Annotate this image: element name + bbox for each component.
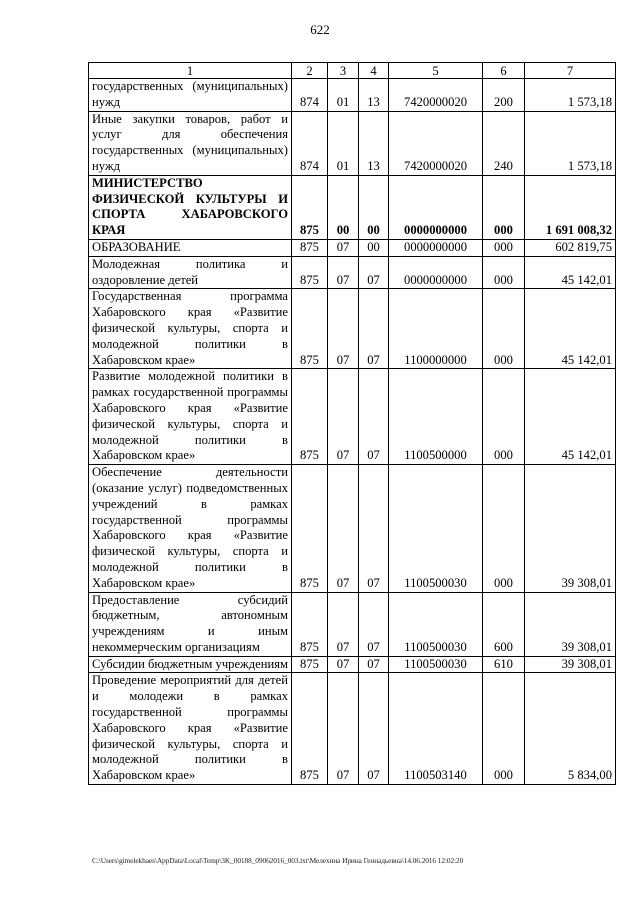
ved-code-cell: 874 (292, 111, 328, 175)
target-article-code-cell: 1100500030 (389, 592, 483, 656)
row-name-cell: Субсидии бюджетным учреждениям (89, 656, 292, 673)
expense-type-code-cell: 000 (483, 465, 525, 592)
table-row (89, 111, 616, 175)
ved-code-cell: 875 (292, 656, 328, 673)
row-name-cell: Молодежная политика и оздоровление детей (89, 256, 292, 289)
amount-cell: 1 691 008,32 (525, 175, 616, 239)
row-name-cell: Государственная программа Хабаровского края «Развитие физической культуры, спорта и молодежной политики в Хабаровском крае» (89, 289, 292, 369)
table-row (89, 673, 616, 785)
section-code-cell: 07 (328, 289, 359, 369)
table-row (89, 369, 616, 465)
file-path-footer: C:\Users\gimelekhaes\AppData\Local\Temp\3K_00188_09062016_003.txt\Мелехина Ирина Геннадьевна\14.06.2016 12:02:20 (92, 856, 464, 865)
amount-cell: 5 834,00 (525, 673, 616, 785)
row-name-cell: Проведение мероприятий для детей и молодежи в рамках государственной программы Хабаровского края «Развитие физической культуры, спорта и молодежной политики в Хабаровском крае» (89, 673, 292, 785)
table-row (89, 79, 616, 112)
amount-cell: 45 142,01 (525, 256, 616, 289)
column-header: 1 (89, 63, 292, 79)
target-article-code-cell: 0000000000 (389, 175, 483, 239)
section-code-cell: 07 (328, 465, 359, 592)
expense-type-code-cell: 200 (483, 79, 525, 112)
table-row (89, 656, 616, 673)
column-header: 7 (525, 63, 616, 79)
budget-table (88, 62, 616, 785)
subsection-code-cell: 07 (359, 592, 389, 656)
table-row (89, 289, 616, 369)
expense-type-code-cell: 000 (483, 673, 525, 785)
ved-code-cell: 874 (292, 79, 328, 112)
amount-cell: 45 142,01 (525, 289, 616, 369)
table-row (89, 256, 616, 289)
section-code-cell: 07 (328, 673, 359, 785)
section-code-cell: 00 (328, 175, 359, 239)
subsection-code-cell: 13 (359, 79, 389, 112)
target-article-code-cell: 1100500030 (389, 465, 483, 592)
table-row (89, 175, 616, 239)
ved-code-cell: 875 (292, 239, 328, 256)
table-row (89, 465, 616, 592)
expense-type-code-cell: 000 (483, 239, 525, 256)
subsection-code-cell: 13 (359, 111, 389, 175)
column-header: 2 (292, 63, 328, 79)
section-code-cell: 01 (328, 79, 359, 112)
row-name-cell: Развитие молодежной политики в рамках государственной программы Хабаровского края «Развитие физической культуры, спорта и молодежной политики в Хабаровском крае» (89, 369, 292, 465)
target-article-code-cell: 1100500030 (389, 656, 483, 673)
amount-cell: 39 308,01 (525, 592, 616, 656)
expense-type-code-cell: 610 (483, 656, 525, 673)
subsection-code-cell: 07 (359, 369, 389, 465)
table-row (89, 239, 616, 256)
ved-code-cell: 875 (292, 289, 328, 369)
expense-type-code-cell: 000 (483, 256, 525, 289)
amount-cell: 39 308,01 (525, 656, 616, 673)
subsection-code-cell: 07 (359, 465, 389, 592)
column-header: 6 (483, 63, 525, 79)
section-code-cell: 01 (328, 111, 359, 175)
amount-cell: 45 142,01 (525, 369, 616, 465)
section-code-cell: 07 (328, 256, 359, 289)
expense-type-code-cell: 000 (483, 289, 525, 369)
row-name-cell: Предоставление субсидий бюджетным, автономным учреждениям и иным некоммерческим организациям (89, 592, 292, 656)
target-article-code-cell: 1100503140 (389, 673, 483, 785)
column-header: 4 (359, 63, 389, 79)
expense-type-code-cell: 000 (483, 175, 525, 239)
section-code-cell: 07 (328, 592, 359, 656)
page-number: 622 (310, 22, 330, 37)
row-name-cell: Обеспечение деятельности (оказание услуг) подведомственных учреждений в рамках государственной программы Хабаровского края «Развитие физической культуры, спорта и молодежной политики в Хабаровском крае» (89, 465, 292, 592)
section-code-cell: 07 (328, 239, 359, 256)
column-header: 5 (389, 63, 483, 79)
table-row (89, 592, 616, 656)
column-header: 3 (328, 63, 359, 79)
target-article-code-cell: 0000000000 (389, 256, 483, 289)
target-article-code-cell: 1100000000 (389, 289, 483, 369)
row-name-cell: МИНИСТЕРСТВО ФИЗИЧЕСКОЙ КУЛЬТУРЫ И СПОРТА ХАБАРОВСКОГО КРАЯ (89, 175, 292, 239)
amount-cell: 39 308,01 (525, 465, 616, 592)
target-article-code-cell: 1100500000 (389, 369, 483, 465)
ved-code-cell: 875 (292, 256, 328, 289)
subsection-code-cell: 07 (359, 289, 389, 369)
target-article-code-cell: 7420000020 (389, 111, 483, 175)
ved-code-cell: 875 (292, 673, 328, 785)
subsection-code-cell: 00 (359, 175, 389, 239)
ved-code-cell: 875 (292, 369, 328, 465)
target-article-code-cell: 0000000000 (389, 239, 483, 256)
target-article-code-cell: 7420000020 (389, 79, 483, 112)
amount-cell: 602 819,75 (525, 239, 616, 256)
row-name-cell: ОБРАЗОВАНИЕ (89, 239, 292, 256)
expense-type-code-cell: 000 (483, 369, 525, 465)
subsection-code-cell: 00 (359, 239, 389, 256)
amount-cell: 1 573,18 (525, 79, 616, 112)
section-code-cell: 07 (328, 369, 359, 465)
expense-type-code-cell: 600 (483, 592, 525, 656)
ved-code-cell: 875 (292, 592, 328, 656)
ved-code-cell: 875 (292, 465, 328, 592)
row-name-cell: государственных (муниципальных) нужд (89, 79, 292, 112)
table-header-row (89, 63, 616, 79)
row-name-cell: Иные закупки товаров, работ и услуг для обеспечения государственных (муниципальных) нужд (89, 111, 292, 175)
ved-code-cell: 875 (292, 175, 328, 239)
expense-type-code-cell: 240 (483, 111, 525, 175)
subsection-code-cell: 07 (359, 656, 389, 673)
subsection-code-cell: 07 (359, 673, 389, 785)
amount-cell: 1 573,18 (525, 111, 616, 175)
section-code-cell: 07 (328, 656, 359, 673)
subsection-code-cell: 07 (359, 256, 389, 289)
